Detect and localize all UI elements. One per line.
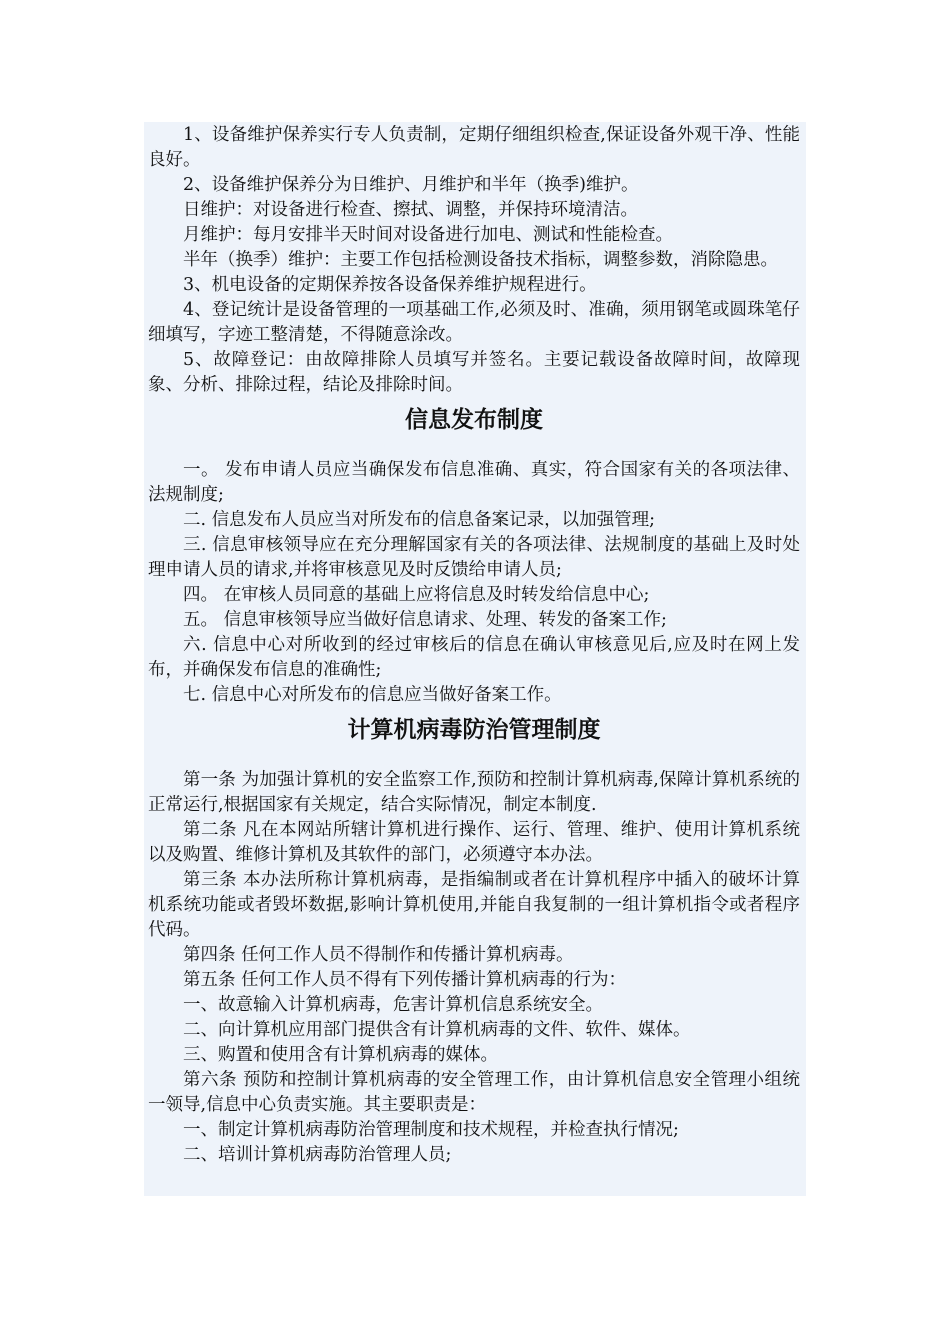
paragraph: 一。 发布申请人员应当确保发布信息准确、真实，符合国家有关的各项法律、法规制度; — [148, 460, 800, 505]
paragraph: 2、设备维护保养分为日维护、月维护和半年（换季)维护。 — [183, 175, 639, 195]
spacer — [148, 446, 800, 458]
section-equipment-maintenance — [148, 122, 800, 398]
paragraph: 4、登记统计是设备管理的一项基础工作,必须及时、准确，须用钢笔或圆珠笔仔细填写，字迹工整清楚，不得随意涂改。 — [148, 300, 800, 345]
paragraph: 月维护：每月安排半天时间对设备进行加电、测试和性能检查。 — [183, 225, 673, 245]
section-heading: 计算机病毒防治管理制度 — [347, 717, 601, 743]
section-heading: 信息发布制度 — [405, 407, 543, 433]
section-virus-prevention — [148, 708, 800, 1168]
paragraph: 一、故意输入计算机病毒，危害计算机信息系统安全。 — [183, 995, 603, 1015]
paragraph: 二、向计算机应用部门提供含有计算机病毒的文件、软件、媒体。 — [183, 1020, 691, 1040]
paragraph: 五。 信息审核领导应当做好信息请求、处理、转发的备案工作; — [183, 610, 667, 630]
paragraph: 第一条 为加强计算机的安全监察工作,预防和控制计算机病毒,保障计算机系统的正常运行,根据国家有关规定，结合实际情况，制定本制度. — [148, 770, 800, 815]
paragraph: 二. 信息发布人员应当对所发布的信息备案记录，以加强管理; — [183, 510, 656, 530]
paragraph: 七. 信息中心对所发布的信息应当做好备案工作。 — [183, 685, 562, 705]
paragraph: 二、培训计算机病毒防治管理人员; — [183, 1145, 452, 1165]
paragraph: 三、购置和使用含有计算机病毒的媒体。 — [183, 1045, 498, 1065]
paragraph: 第二条 凡在本网站所辖计算机进行操作、运行、管理、维护、使用计算机系统以及购置、维修计算机及其软件的部门，必须遵守本办法。 — [148, 820, 800, 865]
paragraph: 第三条 本办法所称计算机病毒，是指编制或者在计算机程序中插入的破坏计算机系统功能或者毁坏数据,影响计算机使用,并能自我复制的一组计算机指令或者程序代码。 — [148, 870, 800, 940]
paragraph: 3、机电设备的定期保养按各设备保养维护规程进行。 — [183, 275, 597, 295]
paragraph: 5、故障登记：由故障排除人员填写并签名。主要记载设备故障时间，故障现象、分析、排除过程，结论及排除时间。 — [148, 350, 800, 395]
paragraph: 第四条 任何工作人员不得制作和传播计算机病毒。 — [183, 945, 574, 965]
paragraph: 日维护：对设备进行检查、擦拭、调整，并保持环境清洁。 — [183, 200, 638, 220]
paragraph: 1、设备维护保养实行专人负责制，定期仔细组织检查,保证设备外观干净、性能良好。 — [148, 125, 800, 170]
paragraph: 六. 信息中心对所收到的经过审核后的信息在确认审核意见后,应及时在网上发布，并确保发布信息的准确性; — [148, 635, 800, 680]
spacer — [148, 756, 800, 768]
paragraph: 三. 信息审核领导应在充分理解国家有关的各项法律、法规制度的基础上及时处理申请人员的请求,并将审核意见及时反馈给申请人员; — [148, 535, 800, 580]
paragraph: 四。 在审核人员同意的基础上应将信息及时转发给信息中心; — [183, 585, 650, 605]
paragraph: 半年（换季）维护：主要工作包括检测设备技术指标，调整参数，消除隐患。 — [183, 250, 778, 270]
paragraph: 一、制定计算机病毒防治管理制度和技术规程，并检查执行情况; — [183, 1120, 679, 1140]
document-body — [144, 122, 806, 1196]
paragraph: 第五条 任何工作人员不得有下列传播计算机病毒的行为： — [183, 970, 627, 990]
paragraph: 第六条 预防和控制计算机病毒的安全管理工作，由计算机信息安全管理小组统一领导,信息中心负责实施。其主要职责是： — [148, 1070, 800, 1115]
section-info-publishing — [148, 398, 800, 708]
